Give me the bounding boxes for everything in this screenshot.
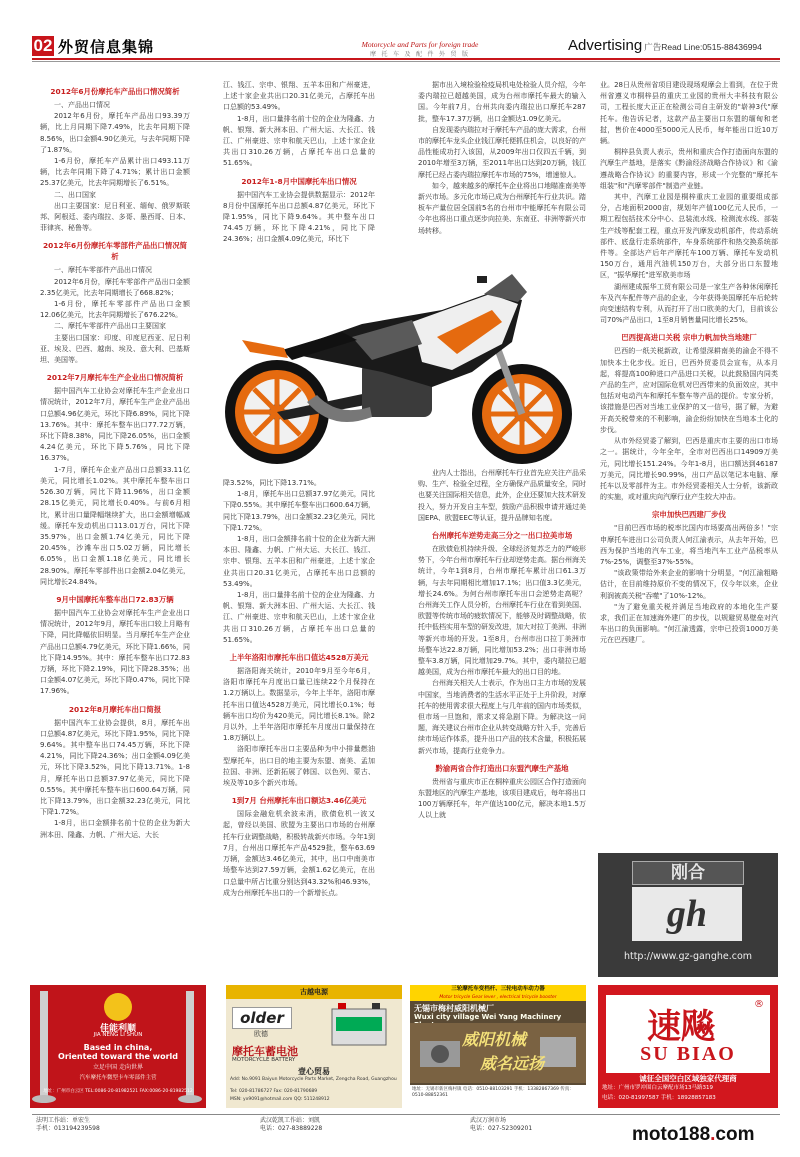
article-paragraph: 据洛阳海关统计，2010年9月至今年6月，洛阳市摩托车月度出口量已连续22个月保持在1.2万辆以上。数据显示，今年上半年，洛阳市摩托车出口值达4528万美元，同比增长0.1%；每辆车出口均价为420美元，同比增长8.1%。除2月以外，上半年洛阳市摩托车月度出口量保持在1.8万辆以上。 bbox=[223, 667, 375, 743]
older-tel: Tel: 020-81786727 Fax: 020-81790689 bbox=[230, 1089, 318, 1094]
article-paragraph: 1-8月，出口量排名前十位的企业为隆鑫、力帆、银翔、新大洲本田、广州大运、大长江、钱江、广州豪进、宗申和航天巴山，上述十家企业共出口310.26万辆，占摩托车出口总量的51.65%。 bbox=[223, 114, 375, 168]
article-headline: 黔渝两省合作打造出口东盟汽摩生产基地 bbox=[435, 763, 569, 773]
header-center-cn: 摩 托 车 及 配 件 外 贸 版 bbox=[369, 52, 470, 58]
footer-station-2-phone: 电话：027-83889228 bbox=[260, 1125, 323, 1132]
weiyang-slogan-1: 威阳机械 bbox=[462, 1030, 527, 1049]
article-paragraph: 其中，汽摩工业园是桐梓重庆工业园的重要组成部分，占地面积2000亩，规划年产值100亿元人民币，一期工程包括技术分中心、总装流水线、检测流水线、部装生产线等配套工程，重点开发汽摩发动机部件，传动系统部件、底盘行走系统部件，车身系统部件和热交换系统部件等。全部达产后年产摩托车100万辆、摩托车发动机150万台，通用汽油机150万台，大部分出口东盟地区，"振华摩托"进军欧美市场 bbox=[600, 193, 778, 280]
footer-station-2-name: 武汉乾凯工作站：刘凯 bbox=[260, 1117, 321, 1124]
article-paragraph: 1-6月份，摩托车零部件产品出口金额12.06亿美元，比去年同期增长了676.22%。 bbox=[40, 300, 190, 320]
older-brand-cn: 欧德 bbox=[254, 1030, 268, 1038]
column-4 bbox=[600, 80, 778, 647]
older-en: MOTORCYCLE BATTERY bbox=[232, 1057, 296, 1063]
jianeng-body: 汽车摩托车微型卡车零部件主营 bbox=[79, 1075, 157, 1081]
footer-station-2 bbox=[260, 1117, 322, 1133]
older-addr: Add: No.9091 Baiyun Motorcycle Parts Market, Zengcha Road, Guangzhou bbox=[230, 1077, 397, 1082]
article-paragraph: 据中国汽车工业协会提供，8月，摩托车出口总额4.87亿美元，环比下降1.95%，同比下降9.64%。其中整车出口74.45万辆，环比下降4.21%，同比下降24.36%；出口金额4.09亿美元，环比下降3.52%，同比下降13.71%。1-8月，摩托车出口总额37.97亿美元，同比下降0.55%。其中摩托车整车出口600.64万辆，同比下降13.79%，出口金额32.23亿美元，同比下降1.72%。 bbox=[40, 718, 190, 817]
article-headline: 台州摩托车逆势走高三分之一出口拉美市场 bbox=[431, 531, 573, 541]
weiyang-company-en: Wuxi city village Wei Yang Machinery bbox=[414, 1013, 562, 1021]
weiyang-top-en: Motor tricycle Gear lever , electrical tricycle booster bbox=[410, 994, 586, 1001]
article-headline: 2012年6月份摩托车产品出口情况简析 bbox=[50, 87, 180, 96]
jianeng-en-brand: JIA NENG LI SHUN bbox=[93, 1032, 143, 1038]
subiao-reg: ® bbox=[754, 999, 764, 1010]
subiao-slogan: 诚征全国空白区域独家代理商 bbox=[639, 1074, 737, 1083]
article-paragraph: "为了避免重关税并满足当地政府的本地化生产要求，我们正在加速海外建厂的步伐，以规避贸易壁垒对汽车出口的负面影响。"何江渝透露，宗申已投资1000万美元在巴西建厂。 bbox=[600, 602, 778, 645]
jianeng-tag1: Based in china, bbox=[83, 1043, 153, 1052]
ganghe-logo-mark: gh bbox=[632, 887, 742, 941]
article-headline: 2012年7月摩托车生产企业出口情况简析 bbox=[46, 373, 184, 383]
footer-station-1-name: 法明工作站：单宏生 bbox=[36, 1117, 91, 1124]
article-paragraph: 1-8月，出口量排名前十位的企业为隆鑫、力帆、银翔、新大洲本田、广州大运、大长江、钱江、广州豪进、宗申和航天巴山，上述十家企业共出口310.26万辆，占摩托车出口总量的51.65%。 bbox=[223, 591, 375, 644]
column-2-top bbox=[223, 80, 375, 246]
column-3-bottom bbox=[418, 468, 586, 822]
subiao-en: SU BIAO bbox=[640, 1043, 736, 1065]
article-paragraph: 2012年6月份，摩托车产品出口93.39万辆，比上月同期下降7.49%，比去年同期下降8.56%，出口金额4.90亿美元，与去年同期下降了1.87%。 bbox=[40, 112, 190, 154]
advertising-word: Advertising bbox=[568, 37, 643, 54]
article-paragraph: 业。28日从贵州省项目建设现场观摩会上看到，在位于贵州省遵义市桐梓县的重庆工业园的贵州大丰科技有限公司，工程长度大正正在检测公司自主研发的"崭神3代"摩托车。他告诉记者，这款产品主要出口东盟的缅甸和老挝，售价在4000至5000元人民币，每年能出口近10万辆。 bbox=[600, 81, 778, 146]
article-paragraph: 据中国汽车工业协会对摩托车生产企业出口情况统计，2012年7月，摩托车生产企业产品出口总额4.96亿美元，环比下降6.89%，同比下降13.76%。其中：摩托车整车出口77.72万辆，环比下降8.38%，同比下降26.05%，出口金额4.24亿美元，环比下降5.76%，同比下降16.37%。 bbox=[40, 387, 190, 463]
article-paragraph: 湖州建成振华工贸有限公司是一家生产各种休闲摩托车及汽车配件等产品的企业，今年获得美国摩托车后轮转向变速结构专利，从而打开了出口欧美的大门，目前该公司70%产品出口，1至8月销售量同比增长25%。 bbox=[600, 282, 778, 325]
site-logo-b: com bbox=[715, 1124, 755, 1145]
article-paragraph: 江、钱江、宗申、银翔、五羊本田和广州豪进，上述十家企业共出口20.31亿美元，占摩托车出口总额的53.49%。 bbox=[223, 81, 375, 112]
section-title: 外贸信息集锦 bbox=[58, 38, 155, 56]
article-paragraph: 一、产品出口情况 bbox=[54, 101, 110, 109]
footer-rule bbox=[32, 1114, 780, 1115]
header-center-en: Motorcycle and Parts for foreign trade bbox=[361, 40, 479, 49]
older-contact: MSN: yx9091@hotmail.com QQ: 511248912 bbox=[230, 1097, 330, 1102]
article-paragraph: 2012年6月份，摩托车零部件产品出口金额2.35亿美元，比去年同期增长了668.82%； bbox=[40, 277, 190, 297]
article-paragraph: 据市出入境检验检疫局机电处检验人员介绍，今年委内瑞拉已超越美国，成为台州市摩托车最大的输入国。今年前7月，台州共向委内瑞拉出口摩托车287批，整车17.37万辆，出口金额达1.09亿美元。 bbox=[418, 81, 586, 123]
article-paragraph: 在欧债危机持续升级、全球经济复苏乏力的严峻形势下，今年台州市摩托车行业却逆势走高。据台州海关统计，今年1到8月，台州市摩托车累计出口61.3万辆，与去年同期相比增加17.1%；出口值3.3亿美元，增长24.6%。为何台州市摩托车出口会逆势走高呢？台州海关工作人员分析，台州摩托车行业在看到美国、欧盟等传统市场的疲软情况下，能够及时调整战略，依托中低档实用车型的研发改进，加大对拉丁美洲、非洲等新兴市场的开发。1至8月，台州市出口拉丁美洲市场整车达22.8万辆，同比增加53.2%；出口非洲市场整车3.8万辆，同比增加29.7%。其中，委内瑞拉已超越美国，成为台州市摩托车最大的出口目的地。 bbox=[418, 545, 586, 677]
article-paragraph: 从市外经贸委了解到，巴西是重庆市主要的出口市场之一。据统计，今年全年，全市对巴西出口14909万美元，同比增长151.24%。今年1-8月，出口额达到46187万美元，同比增长90.99%，出口产品以笔记本电脑、摩托车以及零部件为主。市外经贸委相关人士分析，该新政的实施，或对重庆向汽摩行业产生较大冲击。 bbox=[600, 437, 778, 502]
battery-graphic bbox=[330, 1001, 390, 1047]
ganghe-url[interactable]: http://www.gz-ganghe.com bbox=[623, 951, 753, 962]
article-headline: 2012年6月份摩托车零部件产品出口情况简析 bbox=[43, 241, 187, 262]
weiyang-top: 三轮摩托车变档杆、三轮电动车动力器 bbox=[410, 985, 586, 994]
jianeng-contact: 地址：广州市白云区 TEL:0086-20-81982521 FAX:0086-20-81982512 bbox=[43, 1089, 193, 1094]
article-paragraph: 降3.52%，同比下降13.71%。 bbox=[223, 479, 321, 487]
article-paragraph: 一、摩托车零部件产品出口情况 bbox=[54, 266, 152, 275]
read-line: 广告Read Line:0515-88436994 bbox=[644, 42, 762, 52]
article-paragraph: 业内人士指出，台州摩托车行业首先应关注产品采购、生产、检验全过程，全方确保产品质量安全，同时也要关注国际相关信息，此外，企业还要加大技术研发投入，努力开发自主车型，鼓励产品积极申请并通过美国EPA、欧盟EEC等认证，提升品牌知名度。 bbox=[418, 469, 586, 522]
article-paragraph: 台州海关相关人士表示，作为出口主力市场的发展中国家，当地消费者的生活水平正处于上升阶段，对摩托车的使用需求很大程度上与几年前的国内市场类似，但市场一旦饱和，需求又将急剧下降。为解决这一问题，海关建议台州市企业从转变战略方针入手，完善后续市场运作体系，提升出口产品的技术含量，积极拓展新兴市场，提高行业竞争力。 bbox=[418, 679, 586, 755]
ad-older-battery[interactable] bbox=[226, 985, 402, 1108]
jianeng-tag2: Oriented toward the world bbox=[58, 1052, 178, 1061]
column-2-bottom bbox=[223, 478, 375, 899]
column-1 bbox=[40, 80, 190, 841]
article-paragraph: 贵州省与重庆市正在桐梓重庆公园区合作打造面向东盟地区的汽摩生产基地，该项目建成后，每年将出口100万辆摩托车，年产值达100亿元，解决本地1.5万人以上就 bbox=[418, 777, 586, 820]
site-logo-a: moto188 bbox=[632, 1124, 711, 1145]
footer-station-3 bbox=[470, 1117, 532, 1133]
article-paragraph: 据中国汽车工业协会对摩托车生产企业出口情况统计，2012年9月，摩托车出口较上月略有下降，同比降幅依旧明显。当月摩托车生产企业产品出口总额4.79亿美元，环比下降1.66%，同比下降14.95%。其中：摩托车整车出口72.83万辆，环比下降2.19%，同比下降28.35%；出口金额4.07亿美元，环比下降0.47%，同比下降17.96%。 bbox=[40, 608, 190, 696]
older-brand: older bbox=[232, 1007, 292, 1029]
article-paragraph: 1-8月，出口金额排名前十位的企业为新大洲本田、隆鑫、力帆、广州大运、大长江、钱江、宗申、银翔、五羊本田和广州豪进，上述十家企业共出口20.31亿美元，占摩托车出口总额的53.49%。 bbox=[223, 535, 375, 588]
older-store: 壹心贸易 bbox=[298, 1067, 330, 1076]
column-3-top bbox=[418, 80, 586, 237]
subiao-brand: 速飚 bbox=[647, 1007, 715, 1047]
site-logo-dot: . bbox=[710, 1124, 716, 1145]
article-paragraph: 1-8月，出口金额排名前十位的企业为新大洲本田、隆鑫、力帆、广州大运、大长 bbox=[40, 819, 190, 839]
motorcycle-photo bbox=[222, 252, 584, 470]
article-paragraph: 出口主要国家：尼日利亚、缅甸、俄罗斯联邦、阿根廷、委内瑞拉、多哥、墨西哥、日本、菲律宾、秘鲁等。 bbox=[40, 201, 190, 233]
article-paragraph: 主要出口国家：印度、印度尼西亚、尼日利亚、埃及、巴西、越南、埃及、意大利、巴基斯坦、美国等。 bbox=[40, 333, 190, 365]
footer-station-3-name: 武汉万润市场 bbox=[470, 1117, 507, 1124]
page-number: 02 bbox=[33, 36, 53, 55]
article-paragraph: "目前巴西市场的税率比国内市场要高出两倍多！"宗申摩托车进出口公司负责人何江渝表示，从去年开始，巴西为保护当地的汽车工业，将当地汽车工业产品税率从7%-25%，调整至37%-55%。 bbox=[600, 524, 778, 566]
weiyang-contact: 地址：无锡市新区梅村镇 电话：0510-88103291 手机：13382867369 传真：0510-88852361 bbox=[410, 1085, 586, 1108]
article-headline: 巴西提高进口关税 宗申力帆加快当地建厂 bbox=[621, 333, 757, 343]
ganghe-ad[interactable] bbox=[598, 853, 778, 977]
article-paragraph: "该政策带给外来企业的影响十分明显，"何江渝粗略估计，在目前维持原价不变的情况下，仅今年以来，企业利润被高关税"吞噬"了10%-12%。 bbox=[600, 569, 778, 600]
older-company: 古越电源 bbox=[226, 985, 402, 999]
article-headline: 宗申加快巴西建厂步伐 bbox=[652, 510, 726, 520]
article-paragraph: 自发现委内瑞拉对于摩托车产品的庞大需求，台州市的摩托车龙头企业钱江摩托便抓住机会，以良好的产品性能成功打入该国，从2009年出口仅四五千辆，到2010年增至3万辆，至2011年出口达到20万辆，钱江摩托已经占委内瑞拉摩托车市场的75%，增速惊人。 bbox=[418, 125, 586, 179]
article-paragraph: 如今，越来越多的摩托车企业将出口地瞄准南美等新兴市场。多元化市场已成为台州摩托车行业共识。踏板车产量位居全国前5名的台州市中能摩托车有限公司今年也将出口重点逐步向拉美、东南亚、非洲等新兴市场转移。 bbox=[418, 181, 586, 235]
article-paragraph: 巴西的一纸关税新政，让希望深耕南美的渝企不得不加快本土化步伐。近日，巴西外贸委员会宣布，从本月起，将提高100种进口产品进口关税，以此鼓励国内同类产品的生产，应对国际危机对巴西带来的负面效应，其中包括对电动汽车和摩托车整车等产品的提价。专家分析，该措施是巴西对当地工业保护的又一信号，据了解，为避开高关税带来的不利影响，渝企纷纷加快在当地本土化的步伐。 bbox=[600, 347, 778, 434]
article-paragraph: 1-8月，摩托车出口总额37.97亿美元，同比下降0.55%。其中摩托车整车出口600.64万辆，同比下降13.79%，出口金额32.23亿美元，同比下降1.72%。 bbox=[223, 490, 375, 532]
article-headline: 2012年1-8月中国摩托车出口情况 bbox=[241, 176, 357, 186]
jianeng-tag3: 立足中国 走向世界 bbox=[93, 1064, 143, 1071]
article-headline: 2012年8月摩托车出口简报 bbox=[68, 704, 162, 714]
article-paragraph: 桐梓县负责人表示，贵州和重庆合作打造面向东盟的汽摩生产基地，是落实《黔渝经济战略合作协议》和《渝遵战略合作协议》的重要内容，形成一个完整的"摩托车组装"和"汽摩零部件"制造产业链。 bbox=[600, 148, 778, 190]
advertising-label bbox=[568, 37, 762, 55]
article-paragraph: 据中国汽车工业协会提供数据显示：2012年8月份中国摩托车出口总额4.87亿美元，环比下降1.95%，同比下降9.64%。其中整车出口74.45万辆，环比下降4.21%，同比下降24.36%；出口金额4.09亿美元，环比下 bbox=[223, 190, 375, 244]
page-header bbox=[0, 0, 800, 62]
ad-jianeng[interactable] bbox=[30, 985, 206, 1108]
article-headline: 上半年洛阳市摩托车出口值达4528万美元 bbox=[229, 653, 369, 663]
weiyang-slogan-2: 威名远扬 bbox=[480, 1054, 545, 1073]
article-paragraph: 二、摩托车零部件产品出口主要国家 bbox=[54, 322, 166, 331]
header-center bbox=[345, 40, 495, 58]
ganghe-cn-name: 刚合 bbox=[632, 861, 744, 885]
article-paragraph: 1-6月份，摩托车产品累计出口493.11万辆，比去年同期下降了4.71%；累计出口金额25.37亿美元，比去年同期增长了6.51%。 bbox=[40, 157, 190, 188]
header-rule-grey bbox=[32, 61, 780, 62]
site-logo[interactable] bbox=[632, 1124, 755, 1146]
article-paragraph: 1-7月，摩托车企业产品出口总额33.11亿美元，同比增长1.02%。其中摩托车整车出口526.30万辆，同比下降11.96%，出口金额28.15亿美元，同比增长0.40%。与前6月相比，累计出口量降幅继续扩大，出口金额增幅减缓。摩托车发动机出口113.01万台，同比下降35.97%，出口金额1.74亿美元，同比下降20.45%，沙滩车出口5.02万辆，同比增长6.05%，出口金额1.18亿美元，同比增长28.90%。摩托车零部件出口金额2.04亿美元，同比增长24.84%。 bbox=[40, 465, 190, 586]
header-rule-red bbox=[32, 58, 780, 60]
older-slogan: 摩托车蓄电池 bbox=[232, 1045, 298, 1058]
ad-subiao[interactable] bbox=[598, 985, 778, 1108]
article-paragraph: 洛阳市摩托车出口主要品种为中小排量燃油型摩托车，出口目的地主要为东盟、南美、孟加拉国、非洲、还新拓展了韩国、以色列、蒙古、埃及等10多个新兴市场。 bbox=[223, 745, 375, 788]
subiao-addr: 地址：广州市罗冲围白云摩配市场13马路319 bbox=[602, 1085, 713, 1091]
article-headline: 1到7月 台州摩托车出口额达3.46亿美元 bbox=[231, 796, 367, 806]
ad-weiyang[interactable] bbox=[410, 985, 586, 1108]
weiyang-company: 无锡市梅村威阳机械厂 bbox=[414, 1004, 494, 1013]
footer-station-1 bbox=[36, 1117, 100, 1133]
article-paragraph: 二、出口国家 bbox=[54, 190, 96, 199]
footer-station-1-phone: 手机：013194239598 bbox=[36, 1125, 100, 1132]
footer-station-3-phone: 电话：027-52309201 bbox=[470, 1125, 533, 1132]
article-headline: 9月中国摩托车整车出口72.83万辆 bbox=[56, 594, 174, 604]
article-paragraph: 国际金融危机余波未消，欧债危机一波又起，曾经以美国、欧盟为主要出口市场的台州摩托车行业调整战略，积极转战新兴市场。今年1到7月，台州出口摩托车产品4529批，整车63.69万辆，金额达3.46亿美元，其中，出口中南美市场整车达到27.59万辆，金额1.62亿美元，在出口总量中所占比重分别达到43.32%和46.93%，成为台州摩托车出口的一个新增长点。 bbox=[223, 810, 375, 897]
subiao-tel: 电话：020-81997587 手机：18928857183 bbox=[602, 1095, 716, 1101]
jianeng-brand: 佳能利顺 bbox=[99, 1024, 136, 1034]
